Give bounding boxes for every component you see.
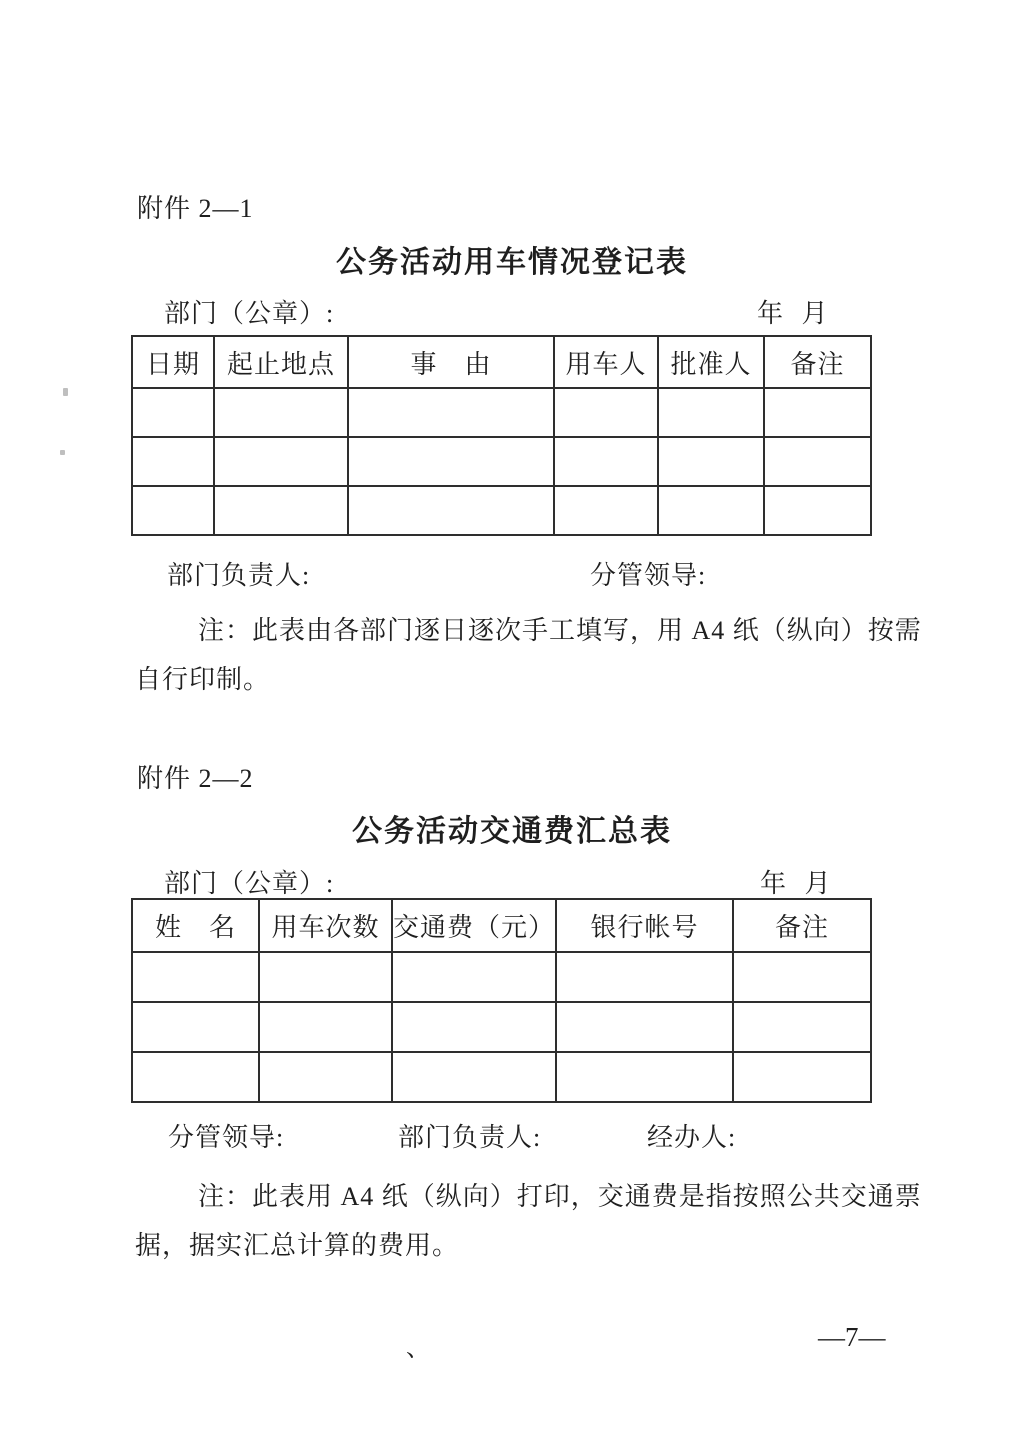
column-header-reason: 事 由 — [348, 336, 554, 388]
empty-cell — [132, 1052, 259, 1102]
empty-cell — [554, 486, 658, 535]
empty-cell — [214, 486, 348, 535]
column-header-approver: 批准人 — [658, 336, 764, 388]
empty-cell — [764, 486, 871, 535]
empty-cell — [132, 437, 214, 486]
empty-cell — [132, 388, 214, 437]
column-header-bank-account: 银行帐号 — [556, 899, 733, 952]
empty-cell — [733, 1002, 871, 1052]
note-text-1-line2: 自行印制。 — [135, 665, 271, 694]
leader-sign-label-2: 分管领导: — [168, 1123, 285, 1152]
empty-cell — [556, 952, 733, 1002]
empty-cell — [658, 437, 764, 486]
table-row — [132, 1052, 871, 1102]
table-row — [132, 388, 871, 437]
note-text-1-line1: 注：此表由各部门逐日逐次手工填写，用 A4 纸（纵向）按需 — [198, 616, 922, 645]
dept-seal-label-2: 部门（公章）: — [164, 869, 335, 898]
handler-sign-label-2: 经办人: — [647, 1123, 737, 1152]
year-month-label-2: 年 月 — [760, 869, 837, 898]
table-row — [132, 952, 871, 1002]
scan-artifact — [63, 388, 68, 396]
empty-cell — [554, 388, 658, 437]
column-header-name: 姓 名 — [132, 899, 259, 952]
scan-artifact — [60, 450, 65, 455]
empty-cell — [764, 437, 871, 486]
note-text-2-line2: 据，据实汇总计算的费用。 — [135, 1231, 460, 1260]
dept-seal-label-1: 部门（公章）: — [164, 299, 335, 328]
empty-cell — [392, 1002, 556, 1052]
form-title-2: 公务活动交通费汇总表 — [352, 815, 672, 848]
empty-cell — [658, 486, 764, 535]
transport-fee-summary-table — [131, 898, 872, 1103]
column-header-remarks: 备注 — [764, 336, 871, 388]
column-header-locations: 起止地点 — [214, 336, 348, 388]
column-header-vehicle-user: 用车人 — [554, 336, 658, 388]
column-header-date: 日期 — [132, 336, 214, 388]
table-row — [132, 486, 871, 535]
table-row — [132, 437, 871, 486]
attachment-label-2: 附件 2—2 — [137, 764, 254, 793]
empty-cell — [348, 388, 554, 437]
empty-cell — [348, 486, 554, 535]
year-month-label-1: 年 月 — [757, 299, 834, 328]
column-header-use-count: 用车次数 — [259, 899, 392, 952]
table-header-row — [132, 336, 871, 388]
attachment-label-1: 附件 2—1 — [137, 194, 254, 223]
empty-cell — [733, 952, 871, 1002]
leader-sign-label-1: 分管领导: — [590, 561, 707, 590]
empty-cell — [132, 486, 214, 535]
note-text-2-line1: 注：此表用 A4 纸（纵向）打印，交通费是指按照公共交通票 — [198, 1182, 922, 1211]
empty-cell — [392, 1052, 556, 1102]
dept-head-sign-label-2: 部门负责人: — [398, 1123, 542, 1152]
empty-cell — [214, 388, 348, 437]
empty-cell — [259, 1052, 392, 1102]
empty-cell — [658, 388, 764, 437]
empty-cell — [259, 952, 392, 1002]
table-header-row — [132, 899, 871, 952]
empty-cell — [392, 952, 556, 1002]
column-header-remarks: 备注 — [733, 899, 871, 952]
empty-cell — [132, 1002, 259, 1052]
empty-cell — [556, 1052, 733, 1102]
dept-head-sign-label-1: 部门负责人: — [167, 561, 311, 590]
empty-cell — [733, 1052, 871, 1102]
empty-cell — [214, 437, 348, 486]
empty-cell — [259, 1002, 392, 1052]
column-header-fee-yuan: 交通费（元） — [392, 899, 556, 952]
empty-cell — [132, 952, 259, 1002]
empty-cell — [764, 388, 871, 437]
empty-cell — [554, 437, 658, 486]
page-number: —7— — [818, 1322, 886, 1352]
empty-cell — [556, 1002, 733, 1052]
empty-cell — [348, 437, 554, 486]
stray-punctuation-mark: 、 — [406, 1336, 431, 1362]
table-row — [132, 1002, 871, 1052]
form-title-1: 公务活动用车情况登记表 — [336, 246, 688, 279]
vehicle-use-registration-table — [131, 335, 872, 536]
